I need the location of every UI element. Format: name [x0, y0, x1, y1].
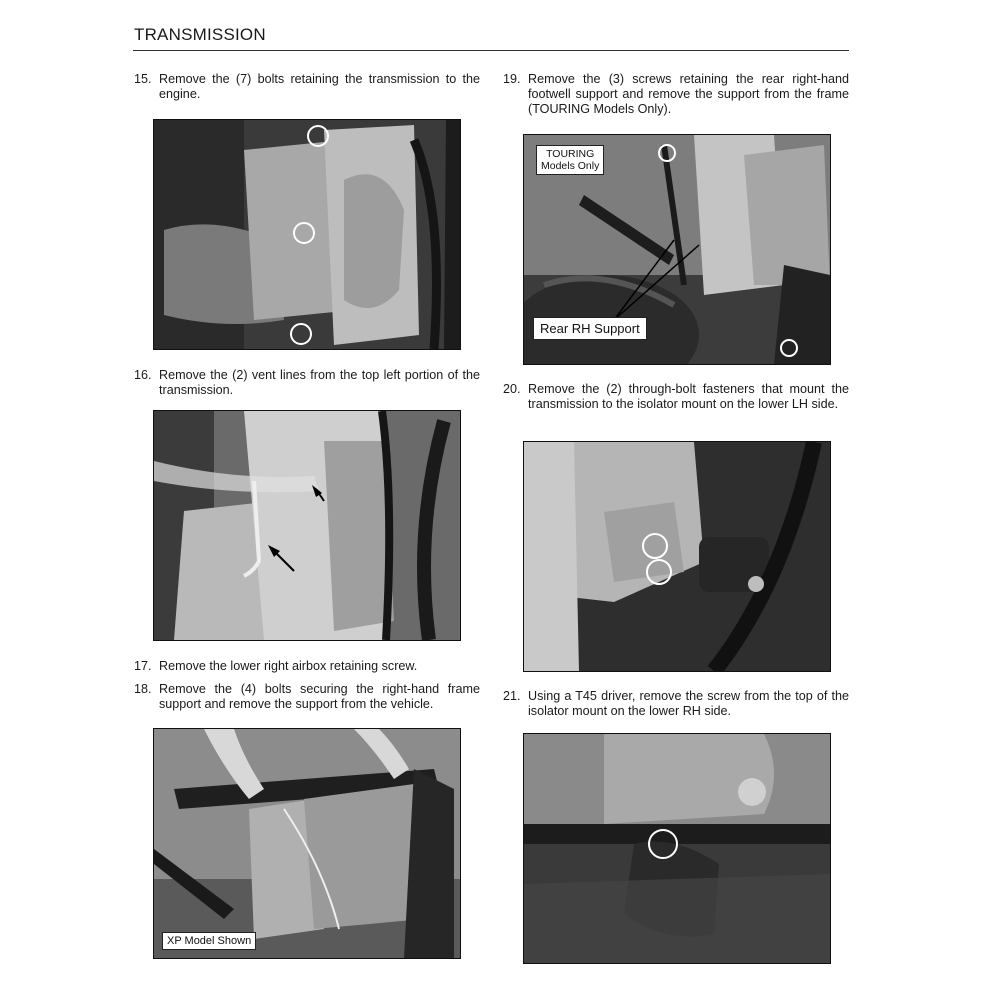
step-text: Remove the (2) vent lines from the top left portion of the transmission. [159, 368, 480, 397]
step-number: 20. [503, 382, 521, 396]
photo-frame-support [153, 728, 461, 959]
touring-label-line1: TOURING [546, 148, 595, 160]
photo-isolator-rh [523, 733, 831, 964]
page-header [133, 24, 849, 51]
vent-lines-illustration [154, 411, 460, 640]
transmission-engine-illustration [154, 120, 460, 349]
step-text: Using a T45 driver, remove the screw from the top of the isolator mount on the lower RH side. [528, 689, 849, 718]
touring-models-label [536, 145, 604, 175]
step-number: 16. [134, 368, 152, 382]
step-number: 15. [134, 72, 152, 86]
touring-label-line2: Models Only [541, 160, 600, 172]
frame-support-illustration [154, 729, 460, 958]
step-text: Remove the (2) through-bolt fasteners that mount the transmission to the isolator mount on the lower LH side. [528, 382, 849, 411]
step-number: 21. [503, 689, 521, 703]
step-21 [503, 689, 849, 719]
step-text: Remove the (7) bolts retaining the transmission to the engine. [159, 72, 480, 101]
step-15 [134, 72, 480, 102]
step-20 [503, 382, 849, 412]
isolator-rh-illustration [524, 734, 830, 963]
step-17 [134, 659, 480, 674]
xp-model-label: XP Model Shown [162, 932, 256, 950]
step-text: Remove the (3) screws retaining the rear right-hand footwell support and remove the support from the frame (TOURING Models Only). [528, 72, 849, 116]
photo-vent-lines [153, 410, 461, 641]
isolator-lh-illustration [524, 442, 830, 671]
step-number: 18. [134, 682, 152, 696]
step-16 [134, 368, 480, 398]
rear-rh-support-label: Rear RH Support [533, 317, 647, 340]
step-number: 17. [134, 659, 152, 673]
step-19 [503, 72, 849, 117]
step-text: Remove the lower right airbox retaining screw. [159, 659, 418, 673]
step-text: Remove the (4) bolts securing the right-hand frame support and remove the support from the vehicle. [159, 682, 480, 711]
step-18 [134, 682, 480, 712]
step-number: 19. [503, 72, 521, 86]
photo-footwell-support [523, 134, 831, 365]
section-title: TRANSMISSION [134, 25, 266, 44]
photo-isolator-lh [523, 441, 831, 672]
photo-transmission-bolts [153, 119, 461, 350]
